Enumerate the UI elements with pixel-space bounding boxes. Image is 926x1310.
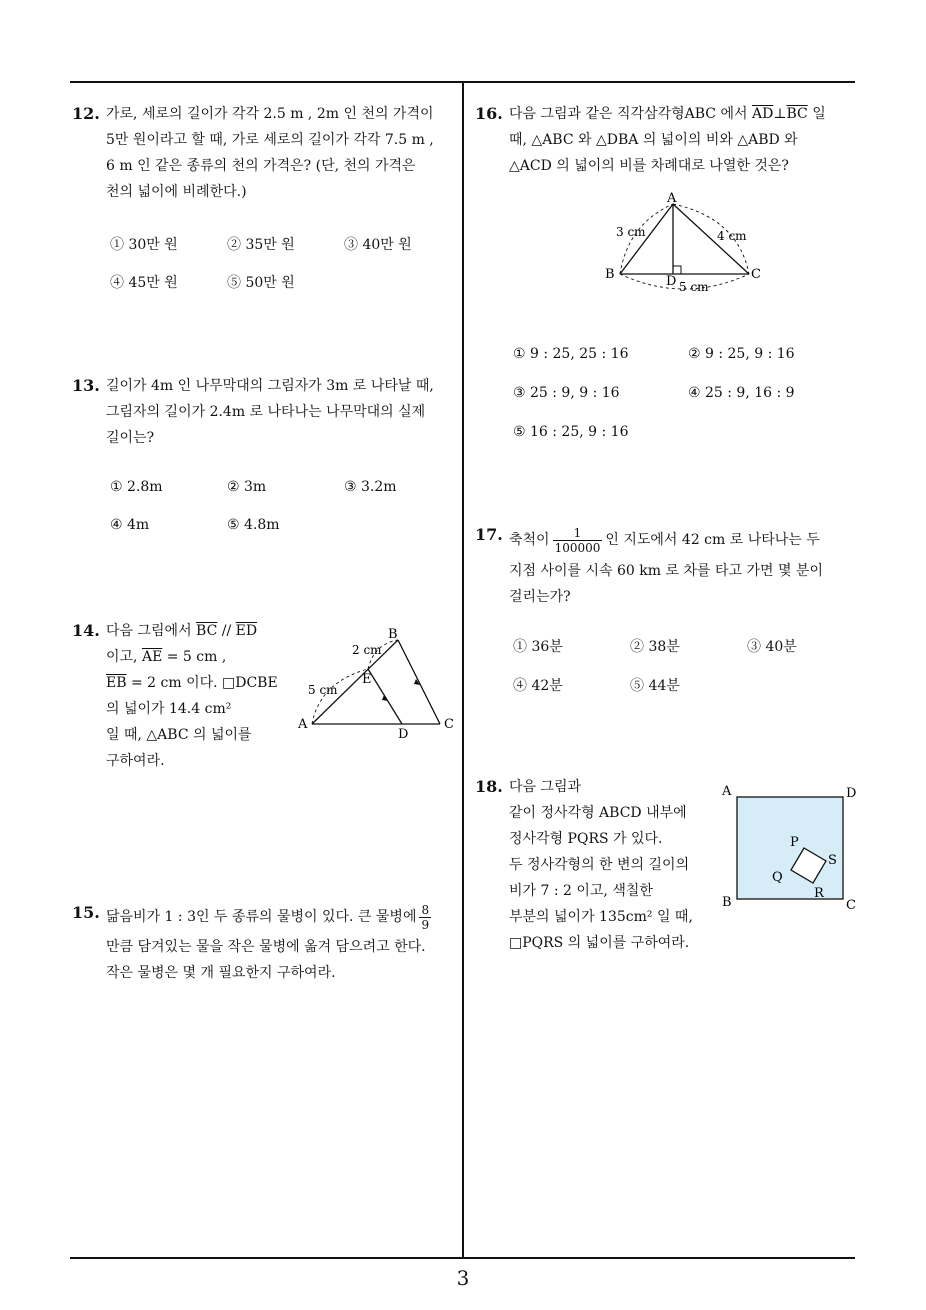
label-s: S (828, 853, 837, 868)
length-bc: 5 cm (679, 280, 709, 294)
question-text (509, 522, 823, 610)
choice-3[interactable]: ③ 25 : 9, 9 : 16 (513, 385, 620, 401)
text: 다음 그림에서 (106, 623, 197, 639)
question-line: □PQRS 의 넓이를 구하여라. (509, 935, 690, 951)
question-text (509, 101, 826, 179)
choice-2[interactable]: ② 38분 (630, 639, 680, 655)
label-b: B (605, 267, 615, 282)
question-text (106, 618, 278, 774)
question-text (509, 774, 693, 956)
label-r: R (814, 886, 824, 901)
question-number: 15. (72, 903, 100, 922)
choice-4[interactable]: ④ 42분 (513, 678, 563, 694)
label-d: D (398, 727, 409, 742)
segment-ad: $\overline{AD}$ (751, 106, 774, 122)
choice-1[interactable]: ① 36분 (513, 639, 563, 655)
question-line: 의 넓이가 14.4 cm² (106, 701, 232, 717)
choice-3[interactable]: ③ 40만 원 (344, 237, 412, 253)
question-line: 구하여라. (106, 753, 165, 769)
label-p: P (790, 835, 799, 850)
question-line: 정사각형 PQRS 가 있다. (509, 831, 663, 847)
fraction-numerator: 1 (553, 526, 603, 541)
label-d: D (846, 786, 857, 801)
choice-2[interactable]: ② 9 : 25, 9 : 16 (688, 346, 795, 362)
label-d: D (666, 274, 677, 289)
question-text (106, 373, 434, 451)
question-line (509, 101, 826, 127)
question-line: 5만 원이라고 할 때, 가로 세로의 길이가 각각 7.5 m , (106, 132, 434, 148)
text: 닮음비가 1 : 3인 두 종류의 물병이 있다. 큰 물병에 (106, 909, 417, 925)
choice-1[interactable]: ① 9 : 25, 25 : 16 (513, 346, 629, 362)
segment-bc: $\overline{BC}$ (196, 623, 218, 639)
choice-4[interactable]: ④ 4m (110, 517, 150, 533)
text: 인 지도에서 42 cm 로 나타나는 두 (605, 532, 820, 548)
question-line (509, 522, 823, 558)
choice-4[interactable]: ④ 45만 원 (110, 275, 178, 291)
fraction-numerator: 8 (421, 902, 430, 917)
question-line: 천의 넓이에 비례한다.) (106, 184, 247, 200)
question-line: 부분의 넓이가 135cm² 일 때, (509, 909, 693, 925)
question-line: 그림자의 길이가 2.4m 로 나타나는 나무막대의 실제 (106, 404, 426, 420)
text: = 2 cm 이다. □DCBE (126, 675, 278, 691)
question-line (106, 644, 278, 670)
question-text (106, 101, 434, 205)
label-b: B (388, 627, 398, 642)
choice-5[interactable]: ⑤ 4.8m (227, 517, 280, 533)
q18-squares-figure (718, 778, 863, 913)
label-e: E (362, 672, 372, 687)
question-line: 일 때, △ABC 의 넓이를 (106, 727, 252, 743)
text: 일 (807, 106, 826, 122)
segment-ae: $\overline{AE}$ (141, 649, 163, 665)
parallel-sign: // (217, 623, 236, 639)
side-ab (620, 204, 673, 274)
label-a: A (722, 784, 732, 799)
length-ac: 4 cm (717, 229, 747, 243)
segment-bc: $\overline{BC}$ (786, 106, 808, 122)
question-number: 14. (72, 621, 100, 640)
choice-1[interactable]: ① 2.8m (110, 479, 163, 495)
fraction (553, 526, 603, 555)
fraction-denominator: 100000 (554, 540, 601, 555)
page-number: 3 (456, 1266, 470, 1290)
choice-2[interactable]: ② 3m (227, 479, 267, 495)
question-line: 길이가 4m 인 나무막대의 그림자가 3m 로 나타날 때, (106, 378, 434, 394)
fraction-denominator: 9 (421, 917, 430, 932)
side-bc (398, 640, 440, 724)
question-line: 비가 7 : 2 이고, 색칠한 (509, 883, 653, 899)
choice-5[interactable]: ⑤ 44분 (630, 678, 680, 694)
question-line (106, 900, 434, 934)
question-line (106, 618, 278, 644)
question-line: 가로, 세로의 길이가 각각 2.5 m , 2m 인 천의 가격이 (106, 106, 434, 122)
choice-3[interactable]: ③ 40분 (747, 639, 797, 655)
question-number: 12. (72, 104, 100, 123)
choice-5[interactable]: ⑤ 16 : 25, 9 : 16 (513, 424, 629, 440)
choice-4[interactable]: ④ 25 : 9, 16 : 9 (688, 385, 795, 401)
label-c: C (751, 267, 761, 282)
question-line: 걸리는가? (509, 589, 571, 605)
label-a: A (298, 717, 308, 732)
question-line: 때, △ABC 와 △DBA 의 넓이의 비와 △ABD 와 (509, 132, 798, 148)
segment-ed: $\overline{ED}$ (235, 623, 258, 639)
question-line: 같이 정사각형 ABCD 내부에 (509, 805, 687, 821)
text: = 5 cm , (162, 649, 227, 665)
question-line: 다음 그림과 (509, 779, 582, 795)
question-line (106, 670, 278, 696)
question-line: 두 정사각형의 한 변의 길이의 (509, 857, 690, 873)
label-c: C (444, 717, 454, 732)
label-q: Q (772, 870, 783, 885)
bottom-rule (70, 1257, 855, 1259)
question-line: △ACD 의 넓이의 비를 차례대로 나열한 것은? (509, 158, 789, 174)
length-ab: 3 cm (616, 225, 646, 239)
label-a: A (667, 191, 677, 206)
label-c: C (846, 898, 856, 913)
q14-triangle-figure (290, 620, 460, 745)
question-line: 지점 사이를 시속 60 km 로 차를 타고 가면 몇 분이 (509, 563, 823, 579)
question-line: 만큼 담겨있는 물을 작은 물병에 옮겨 담으려고 한다. (106, 939, 426, 955)
column-divider (462, 81, 464, 1259)
text: 이고, (106, 649, 142, 665)
choice-1[interactable]: ① 30만 원 (110, 237, 178, 253)
question-line: 작은 물병은 몇 개 필요한지 구하여라. (106, 965, 336, 981)
choice-2[interactable]: ② 35만 원 (227, 237, 295, 253)
length-eb: 2 cm (352, 643, 382, 657)
question-number: 16. (475, 104, 503, 123)
question-number: 13. (72, 376, 100, 395)
right-angle-mark (673, 266, 681, 274)
perpendicular-sign: ⊥ (773, 106, 787, 122)
question-text (106, 900, 434, 986)
question-line: 6 m 인 같은 종류의 천의 가격은? (단, 천의 가격은 (106, 158, 416, 174)
question-number: 17. (475, 525, 503, 544)
question-number: 18. (475, 777, 503, 796)
text: 축척이 (509, 532, 550, 548)
segment-eb: $\overline{EB}$ (106, 675, 127, 691)
length-ae: 5 cm (308, 683, 338, 697)
question-line: 길이는? (106, 430, 155, 446)
choice-3[interactable]: ③ 3.2m (344, 479, 397, 495)
q16-right-triangle-figure (598, 190, 778, 300)
label-b: B (722, 895, 732, 910)
choice-5[interactable]: ⑤ 50만 원 (227, 275, 295, 291)
text: 다음 그림과 같은 직각삼각형ABC 에서 (509, 106, 752, 122)
fraction (419, 903, 431, 932)
